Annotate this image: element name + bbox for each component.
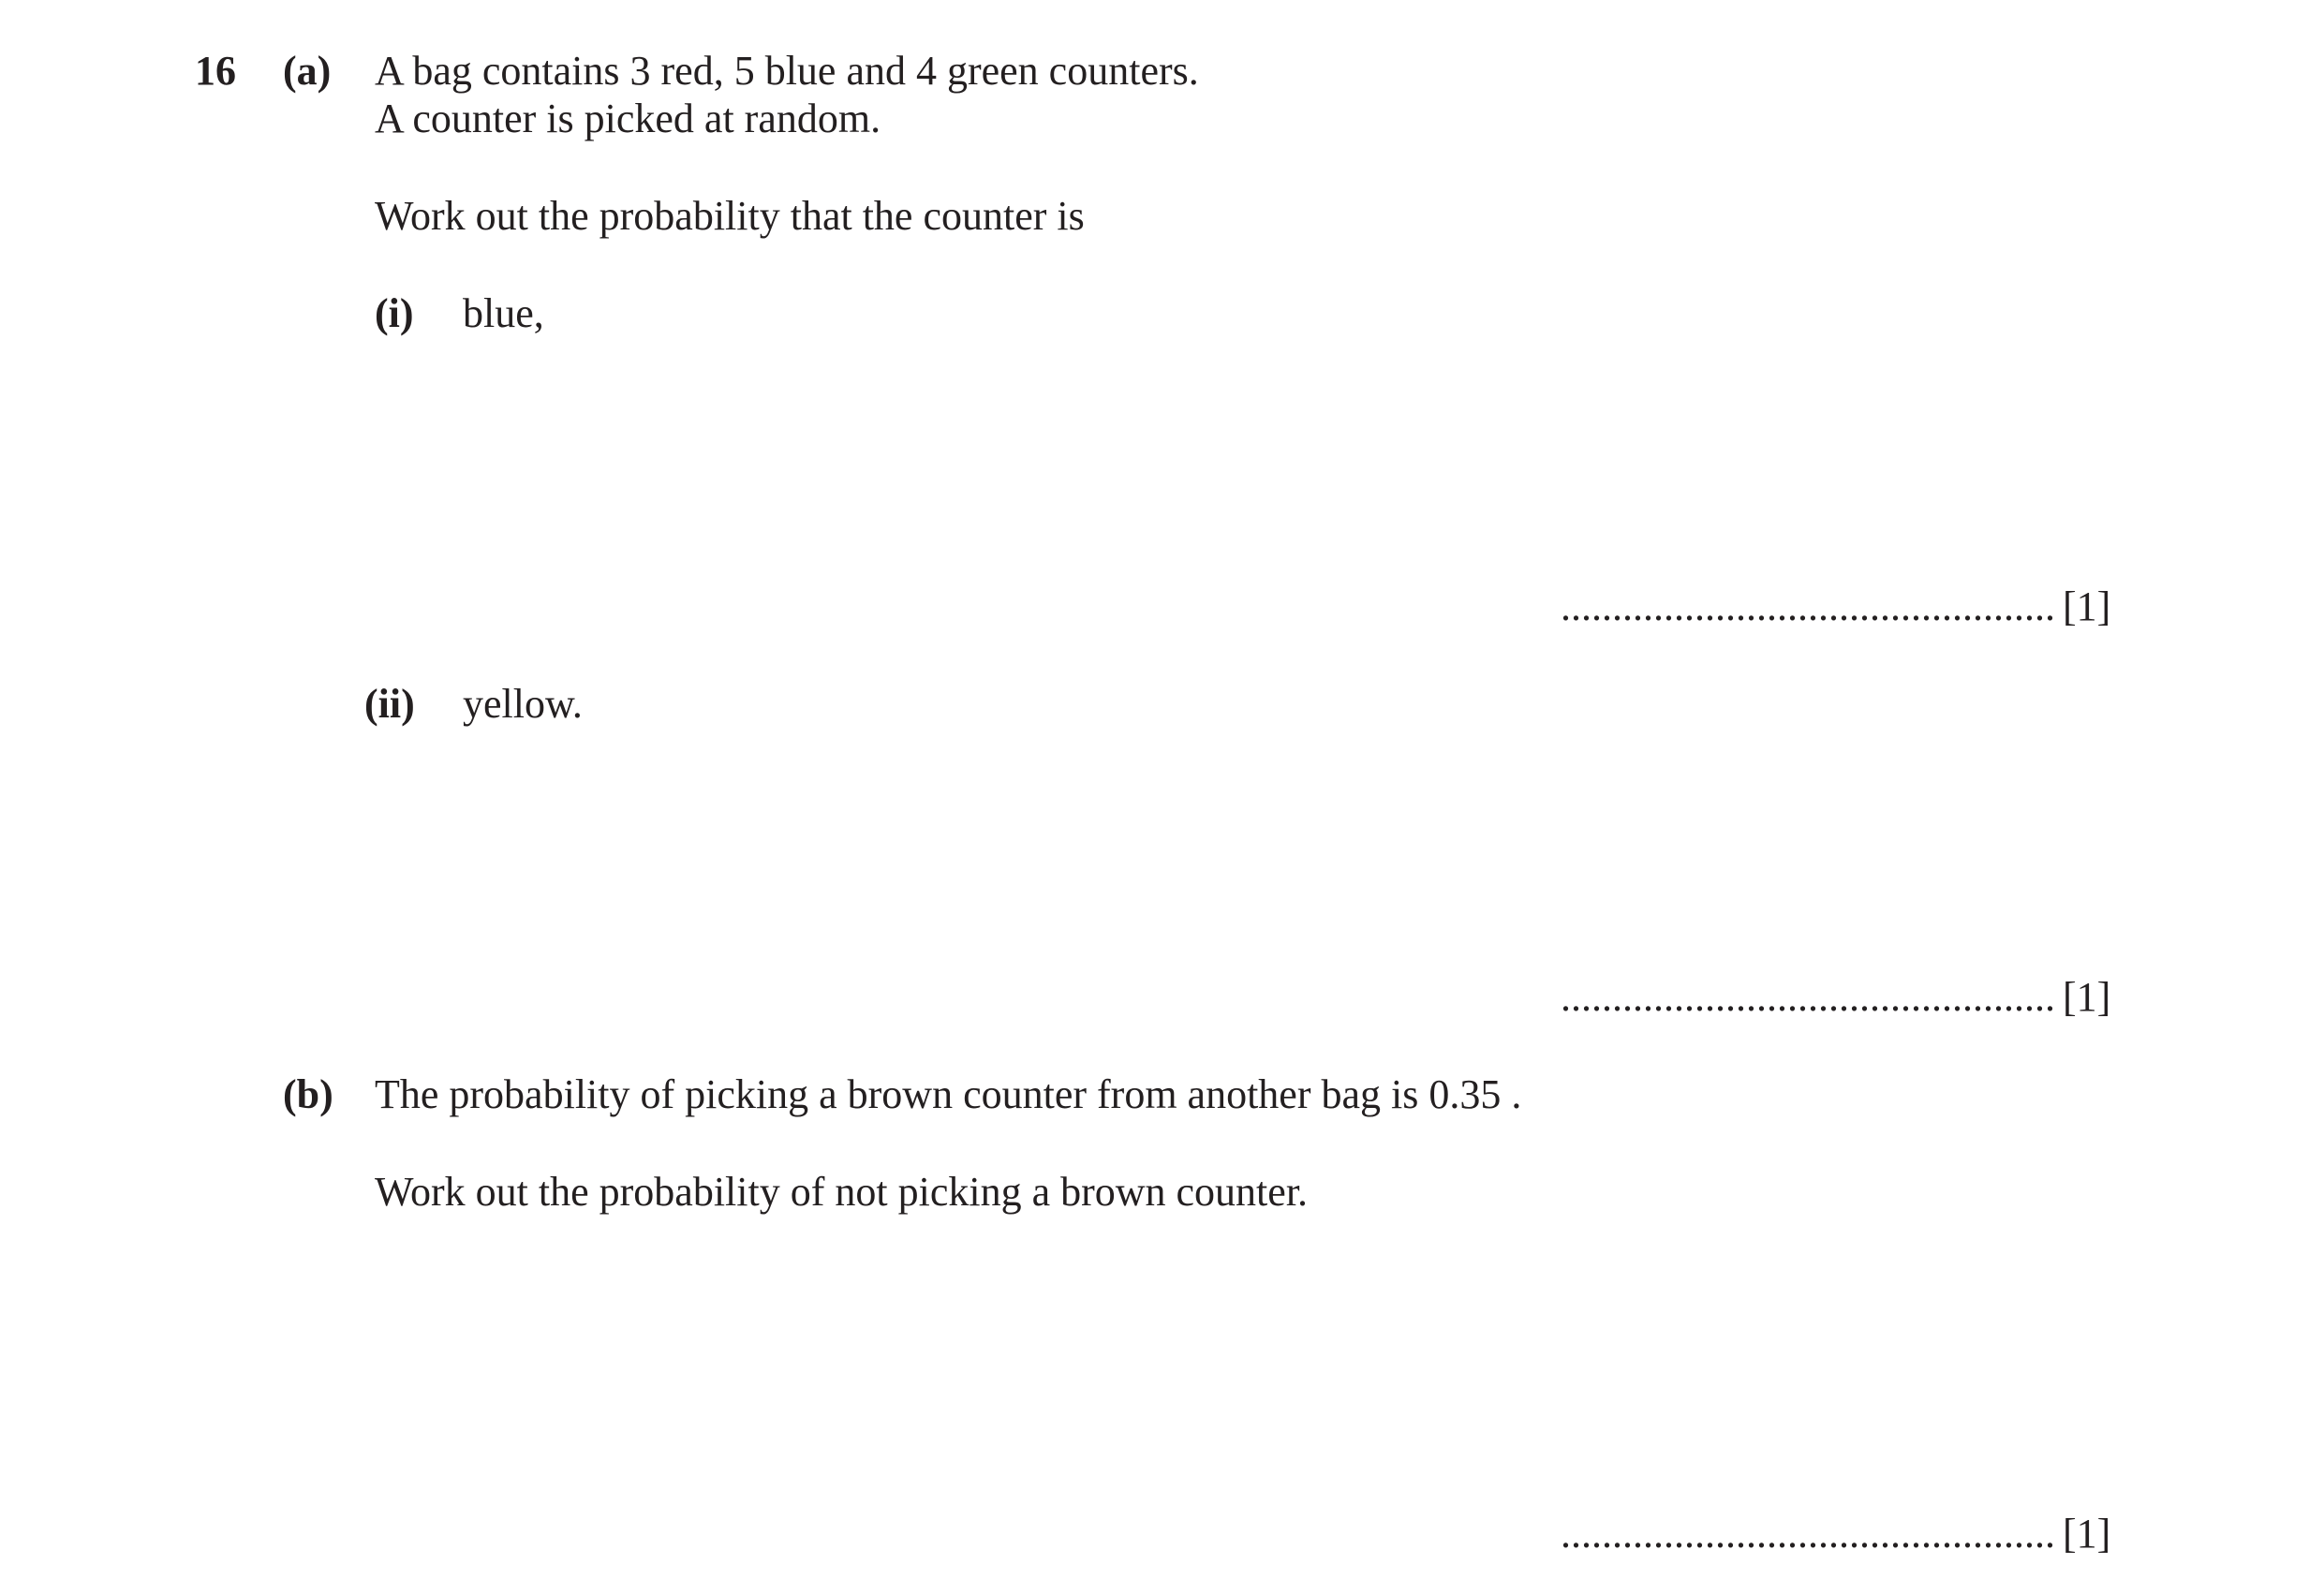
sub-i-label: (i) [375,290,414,336]
marks-i: [1] [2063,583,2111,629]
part-b-line-1: The probability of picking a brown counter from another bag is 0.35 . [375,1071,1522,1117]
marks-ii: [1] [2063,974,2111,1020]
sub-ii-label: (ii) [364,681,415,727]
answer-line-ii[interactable] [1561,973,2110,1022]
answer-dots: ................................................ [1561,1511,2055,1557]
answer-dots: ................................................ [1561,974,2055,1020]
part-a-line-1: A bag contains 3 red, 5 blue and 4 green counters. [375,48,1199,94]
answer-line-i[interactable] [1561,583,2110,631]
part-a-label: (a) [283,48,332,94]
sub-i-text: blue, [463,290,544,336]
part-b-instruction: Work out the probability of not picking a brown counter. [375,1169,1309,1215]
answer-line-b[interactable] [1561,1510,2110,1558]
part-a-line-2: A counter is picked at random. [375,96,881,141]
part-a-instruction: Work out the probability that the counter is [375,193,1085,239]
part-b-label: (b) [283,1071,333,1117]
question-number: 16 [195,48,236,94]
sub-ii-text: yellow. [463,681,583,727]
marks-b: [1] [2063,1511,2111,1557]
answer-dots: ................................................ [1561,583,2055,629]
